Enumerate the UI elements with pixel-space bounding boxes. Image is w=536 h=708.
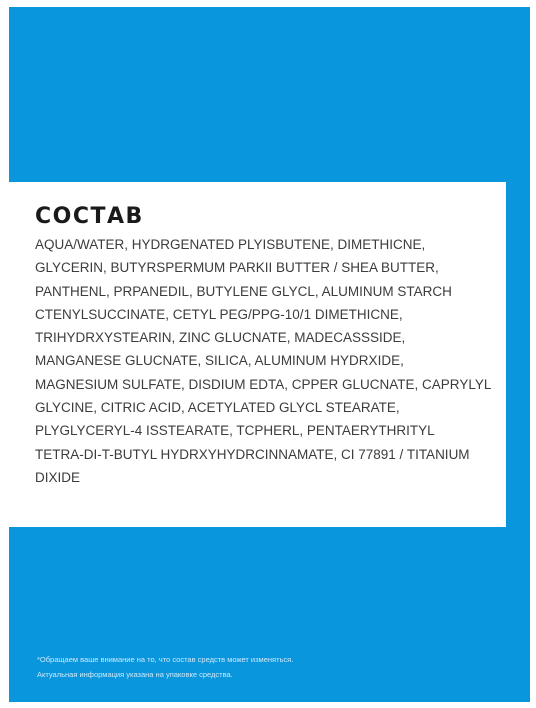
- ingredients-list: [35, 233, 495, 489]
- ingredients-line: AQUA/WATER, HYDRGENATED PLYISBUTENE, DIMETHICNE,: [35, 237, 426, 252]
- ingredients-line: MANGANESE GLUCNATE, SILICA, ALUMINUM HYDRXIDE,: [35, 353, 404, 369]
- ingredients-line: DIXIDE: [35, 469, 81, 485]
- ingredients-line: TRIHYDRXYSTEARIN, ZINC GLUCNATE, MADECASSSIDE,: [35, 330, 406, 346]
- composition-title: СОСТАВ: [35, 204, 144, 229]
- ingredients-line: MAGNESIUM SULFATE, DISDIUM EDTA, CPPER GLUCNATE, CAPRYLYL: [35, 376, 492, 392]
- ingredients-line: TETRA-DI-T-BUTYL HYDRXYHYDRCINNAMATE, CI 77891 / TITANIUM: [35, 446, 470, 462]
- disclaimer-line-1: *Обращаем ваше внимание на то, что состав средств может изменяться.: [37, 655, 294, 664]
- disclaimer-footnote: [37, 652, 457, 682]
- ingredients-line: GLYCINE, CITRIC ACID, ACETYLATED GLYCL STEARATE,: [35, 400, 400, 416]
- ingredients-line: PLYGLYCERYL-4 ISSTEARATE, TCPHERL, PENTAERYTHRITYL: [35, 423, 435, 439]
- ingredients-line: PANTHENL, PRPANEDIL, BUTYLENE GLYCL, ALUMINUM STARCH: [35, 283, 452, 299]
- ingredients-line: CTENYLSUCCINATE, CETYL PEG/PPG-10/1 DIMETHICNE,: [35, 306, 403, 322]
- disclaimer-line-2: Актуальная информация указана на упаковке средства.: [37, 670, 233, 679]
- ingredients-line: GLYCERIN, BUTYRSPERMUM PARKII BUTTER / SHEA BUTTER,: [35, 260, 439, 276]
